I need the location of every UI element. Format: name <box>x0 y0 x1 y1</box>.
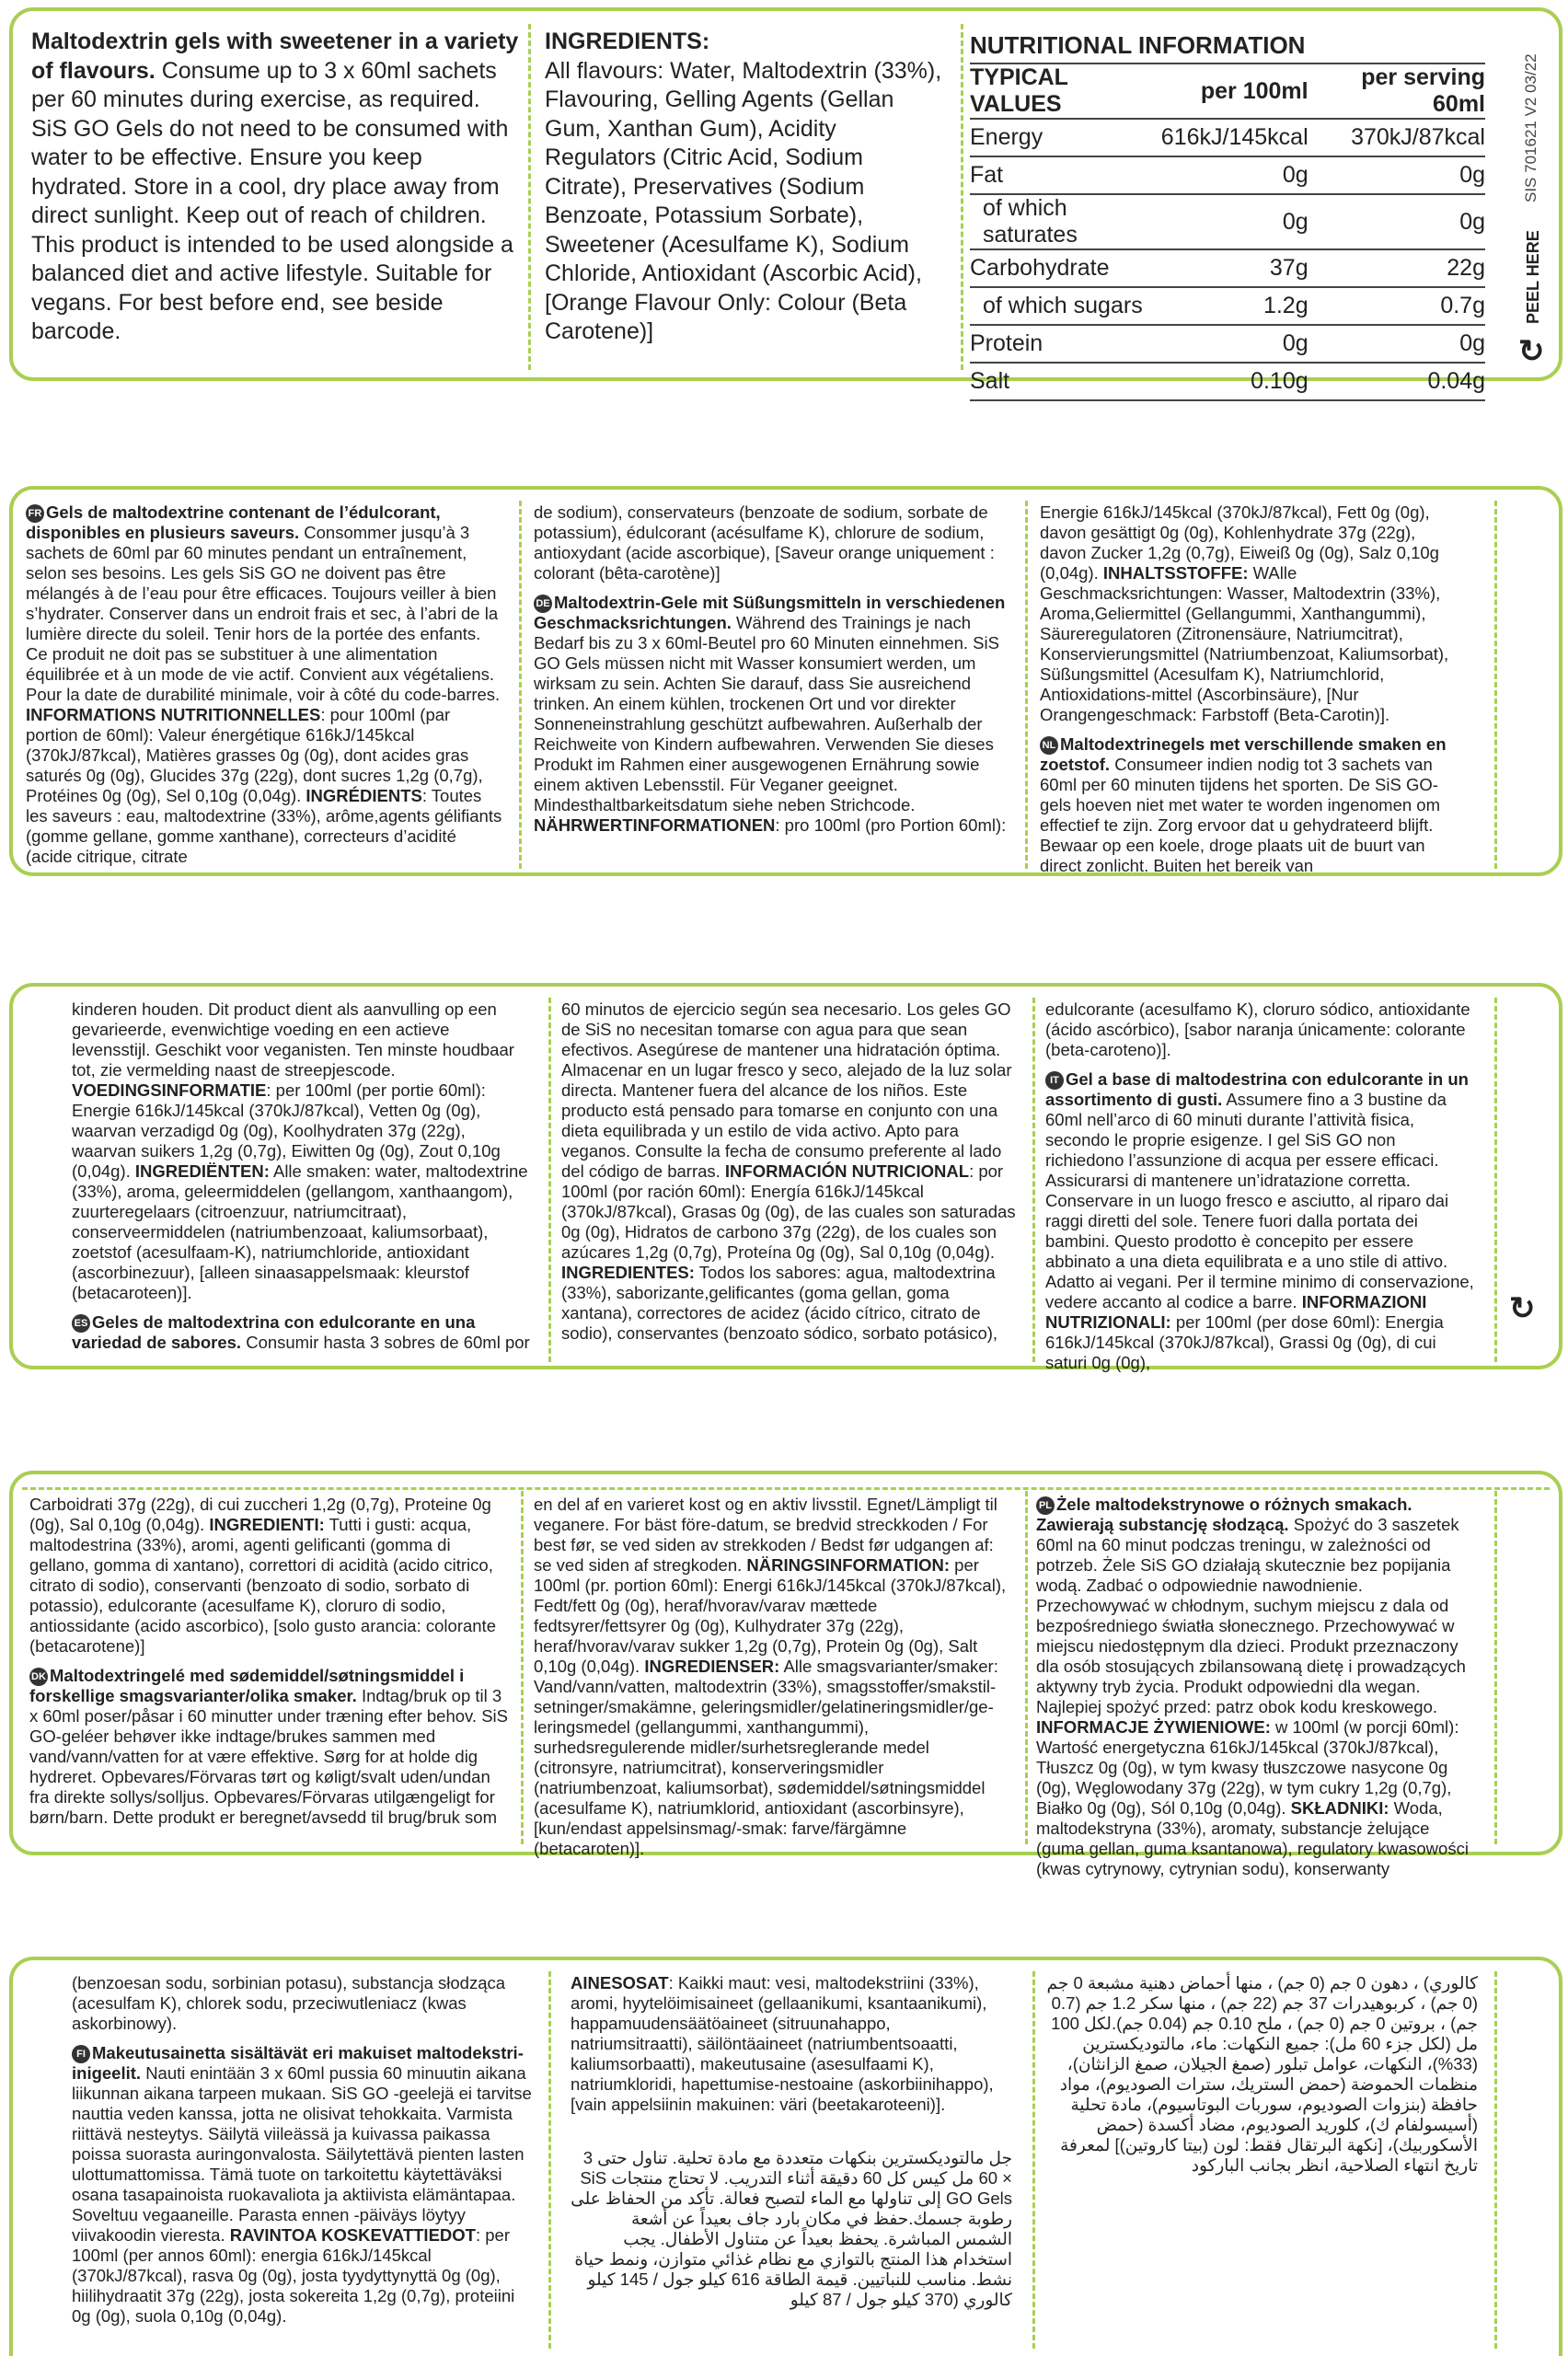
fr-flag-icon: FR <box>26 504 44 523</box>
row-value: 0g <box>1161 156 1309 194</box>
es-info-title: INFORMACIÓN NUTRICIONAL <box>724 1161 970 1181</box>
row-value: 0g <box>1161 325 1309 363</box>
nordic-ingredients-title: INGREDIENSER: <box>644 1657 780 1676</box>
de-ingredients-title: INHALTSSTOFFE: <box>1102 563 1249 583</box>
english-directions-text: Consume up to 3 x 60ml sachets per 60 minutes during exercise, as required. SiS GO Gels do not need to be consumed with water to be effective. Ensure you keep hydrated. Store in a cool, dry place away from direct sunlight. Keep out of reach of children. This product is intended to be used alongside a balanced diet and active lifestyle. Suitable for vegans. For best before end, see beside barcode. <box>31 57 513 344</box>
divider <box>548 1971 551 2349</box>
label-panel-4 <box>9 1471 1562 1879</box>
batch-code: SIS 701621 V2 03/22 <box>1522 53 1539 202</box>
text-column-2 <box>571 1973 1012 2350</box>
pl-ingredients: Woda, maltodekstryna (33%), aromaty, substancje żelujące (guma gellan, guma ksantanowa), regulatory kwasowości (kwas cytrynowy, cytrynian sodu), konserwanty <box>1036 1798 1469 1879</box>
it-ingredients: Tutti i gusti: acqua, maltodestrina (33%), aromi, agenti gelificanti (gomma di gellano, gomma di xantano), correttori di acidità (acido citrico, citrato di sodio), conservanti (benzoato di sodio, sorbato di potassio), edulcorante (acesulfame K), cloruro di sodio, antiossidante (acido ascorbico), [solo gusto arancia: colorante (betacarotene)] <box>29 1515 496 1656</box>
nutrition-table-column <box>970 31 1485 401</box>
fr-info: : pour 100ml (par portion de 60ml): Valeur énergétique 616kJ/145kcal (370kJ/87kcal), Matières grasses 0g (0g), dont acides gras saturés 0g (0g), Glucides 37g (22g), dont sucres 1,2g (0,7g), Protéines 0g (0g), Sel 0,10g (0,04g). <box>26 705 483 806</box>
it-text: Assumere fino a 3 bustine da 60ml nell’arco di 60 minuti durante l’attività fisica, secondo le proprie esigenze. I gel SiS GO non richiedono l’assunzione di acqua per essere efficaci. Assicurarsi di mantenere un’idratazione corretta. Conservare in un luogo fresco e asciutto, al riparo dai raggi diretti del sole. Tenere fuori dalla portata dei bambini. Questo prodotto è concepito per essere abbinato a una dieta equilibrata e a uno stile di attivo. Adatto ai vegani. Per il termine minimo di conservazione, vedere accanto al codice a barre. <box>1045 1090 1474 1312</box>
de-info: : pro 100ml (pro Portion 60ml): <box>775 815 1007 836</box>
pl-text: Spożyć do 3 saszetek 60ml na 60 minut podczas treningu, w zależności od potrzeb. Żele SiS GO działają skutecznie bez popijania wodą. Zadbać o odpowiednie nawodnienie. Przechowywać w chłodnym, suchym miejscu z dala od bezpośredniego światła słonecznego. Przechowywać w miejscu niedostępnym dla dzieci. Produkt przeznaczony dla osób stosujących zbilansowaną dietę i prowadzących aktywny tryb życia. Produkt odpowiedni dla wegan. Najlepiej spożyć przed: patrz obok kodu kreskowego. <box>1036 1515 1466 1717</box>
english-directions-title: Maltodextrin gels with sweetener in a variety of flavours. <box>31 29 519 84</box>
row-value: 0g <box>1309 194 1485 249</box>
de-text: Während des Trainings je nach Bedarf bis zu 3 x 60ml-Beutel pro 60 Minuten einnehmen. SiS GO Gels müssen nicht mit Wasser konsumiert werden, um wirksam zu sein. Achten Sie darauf, dass Sie ausreichend trinken. An einem kühlen, trockenen Ort und vor direkter Sonneneinstrahlung geschützt aufbewahren. Außerhalb der Reichweite von Kindern aufbewahren. Verwenden Sie dieses Produkt im Rahmen einer ausgewogenen Ernährung sowie einem aktiven Lebensstil. Für Veganer geeignet. Mindesthaltbarkeitsdatum siehe neben Strichcode. <box>534 613 999 815</box>
es-text-cont: 60 minutos de ejercicio según sea necesario. Los geles GO de SiS no necesitan tomarse con agua para que sean efectivos. Asegúrese de mantener una hidratación óptima. Almacenar en un lugar fresco y seco, alejado de la luz solar directa. Mantener fuera del alcance de los niños. Este producto está pensado para tomarse en conjunto con una dieta equilibrada y un estilo de vida activo. Apto para veganos. Consulte la fecha de consumo preferente al lado del código de barras. <box>561 999 1012 1181</box>
row-label: Energy <box>970 119 1161 156</box>
row-label: Fat <box>970 156 1161 194</box>
peel-arrow-icon[interactable]: ↻ <box>1509 1291 1536 1326</box>
text-column-2 <box>534 1495 1012 1858</box>
it-flag-icon: IT <box>1045 1071 1064 1090</box>
divider <box>1494 1491 1497 1844</box>
text-column-3 <box>1045 999 1478 1373</box>
row-value: 37g <box>1161 249 1309 287</box>
row-value: 370kJ/87kcal <box>1309 119 1485 156</box>
it-text-cont: Carboidrati 37g (22g), di cui zuccheri 1,2g (0,7g), Proteine 0g (0g), Sal 0,10g (0,04g). <box>29 1495 491 1534</box>
nordic-text: Indtag/bruk op til 3 x 60ml poser/påsar i 60 minutter under træning efter behov. SiS GO-geléer behøver ikke indtage/brukes sammen med vand/vann/vatten for at være effektive. Sørg for at holde dig hydreret. Opbevares/Förvaras tørt og køligt/svalt uden/undan fra direkte sollys/solljus. Opbevares/Förvaras utilgængeligt for børn/barn. Dette produkt er beregnet/avsedd til brug/bruk som <box>29 1686 508 1828</box>
row-label: Protein <box>970 325 1161 363</box>
pl-info-title: INFORMACJE ŻYWIENIOWE: <box>1036 1717 1271 1738</box>
label-panel-5 <box>9 1957 1562 2356</box>
nordic-text-cont: en del af en varieret kost og en aktiv livsstil. Egnet/Lämpligt til veganere. For bäst före-datum, se bredvid streckkoden / For best før, se ved siden av strekkoden / Bedst før udgangen af: se ved siden af stregkoden. <box>534 1495 997 1575</box>
nordic-info: per 100ml (pr. portion 60ml): Energi 616kJ/145kcal (370kJ/87kcal), Fedt/fett 0g (0g), heraf/hvorav/varav mættede fedtsyrer/fettsyrer 0g (0g), Kulhydrater 37g (22g), heraf/hvorav/varav sukker 1,2g (0,7g), Protein 0g (0g), Salt 0,10g (0,04g). <box>534 1555 1007 1676</box>
it-ingredients-title: INGREDIENTI: <box>209 1515 325 1534</box>
row-value: 1.2g <box>1161 287 1309 325</box>
text-column-1 <box>29 1495 508 1844</box>
pl-ingredients-cont: (benzoesan sodu, sorbinian potasu), substancja słodząca (acesulfam K), chlorek sodu, przeciwutleniacz (kwas askorbinowy). <box>72 1973 506 2033</box>
top-divider <box>22 1487 1550 1490</box>
text-column-2 <box>561 999 1021 1364</box>
fi-info-title: RAVINTOA KOSKEVATTIEDOT <box>229 2225 476 2246</box>
it-info-title: INFORMAZIONI NUTRIZIONALI: <box>1045 1292 1427 1333</box>
fr-text: Consommer jusqu’à 3 sachets de 60ml par 60 minutes pendant un entraînement, selon ses besoins. Les gels SiS GO ne doivent pas être mélangés à de l’eau pour être efficaces. Toujours veiller à bien s’hydrater. Conserver dans un endroit frais et sec, à l’abri de la lumière directe du soleil. Tenir hors de la portée des enfants. Ce produit ne doit pas se substituer à une alimentation équilibrée et à un mode de vie actif. Convient aux végétaliens. Pour la date de durabilité minimale, voir à côté du code-barres. <box>26 523 501 705</box>
es-text: Consumir hasta 3 sobres de 60ml por <box>246 1333 530 1353</box>
divider <box>1494 501 1497 869</box>
english-directions-column <box>31 28 519 347</box>
nordic-title: Maltodextringelé med sødemiddel/søtningsmiddel i forskellige smagsvarianter/olika smaker. <box>29 1666 465 1706</box>
pl-flag-icon: PL <box>1036 1496 1055 1515</box>
nl-text-cont: kinderen houden. Dit product dient als aanvulling op een gevarieerde, evenwichtige voeding en een actieve levensstijl. Geschikt voor veganisten. Ten minste houdbaar tot, zie vermelding naast de streepjescode. <box>72 999 514 1080</box>
nutrition-title: NUTRITIONAL INFORMATION <box>970 31 1485 64</box>
nl-info-title: VOEDINGSINFORMATIE <box>72 1080 267 1100</box>
nl-ingredients: Alle smaken: water, maltodextrine (33%), aroma, geleermiddelen (gellangom, xanthaangom), zuurteregelaars (citroenzuur, natriumcitraat), conserveermiddelen (natriumbenzoaat, kaliumsorbaat), zoetstof (acesulfaam-K), natriumchloride, antioxidant (ascorbinezuur), [alleen sinaasappelsmaak: kleurstof (betacaroteen)]. <box>72 1161 528 1302</box>
text-column-3 <box>1036 1495 1469 1879</box>
fi-ingredients: : Kaikki maut: vesi, maltodekstriini (33%), aromi, hyytelöimisaineet (gellaanikumi, ksantaanikumi), happamuudensäätöaineet (sitruunahappo, natriumsitraatti), säilöntäaineet (natriumbentsoaatti, kaliumsorbaatti), makeutusaine (asesulfaami K), natriumkloridi, hapettumise-nestoaine (askorbiinihappo), [vain appelsiinin makuinen: väri (beetakaroteeni)]. <box>571 1973 994 2114</box>
text-column-3 <box>1040 502 1463 876</box>
fr-ingredients-cont: de sodium), conservateurs (benzoate de sodium, sorbate de potassium), édulcorant (acésulfame K), chlorure de sodium, antioxydant (acide ascorbique), [Saveur orange uniquement : colorant (bêta-carotène)] <box>534 502 995 583</box>
divider <box>521 1491 524 1844</box>
row-value: 0.7g <box>1309 287 1485 325</box>
row-value: 616kJ/145kcal <box>1161 119 1309 156</box>
divider <box>1025 1491 1028 1844</box>
de-ingredients: WAlle Geschmacksrichtungen: Wasser, Maltodextrin (33%), Aroma,Geliermittel (Gellangummi, Xanthangummi), Säureregulatoren (Zitronensäure, Natriumcitrat), Konservierungsmittel (Natriumbenzoat, Kaliumsorbat), Süßungsmittel (Acesulfam K), Natriumchlorid, Antioxidations-mittel (Ascorbinsäure), [Nur Orangengeschmack: Farbstoff (Beta-Carotin)]. <box>1040 563 1449 724</box>
nutrition-row <box>970 119 1485 156</box>
fi-text: Nauti enintään 3 x 60ml pussia 60 minuutin aikana liikunnan aikana tarpeen mukaan. SiS GO -geelejä ei tarvitse nauttia veden kanssa, jotta ne olisivat tehokkaita. Varmista riittävä nesteytys. Säilytä viileässä ja kuivassa paikassa poissa suorasta auringonvalosta. Säilytettävä pienten lasten ulottumattomissa. Tämä tuote on tarkoitettu käytettäväksi osana tasapainoista ruokavaliota ja aktiivista elämäntapaa. Soveltuu vegaaneille. Parasta ennen -päiväys löytyy viivakoodin vieresta. <box>72 2063 532 2246</box>
row-label: Carbohydrate <box>970 249 1161 287</box>
english-label-panel <box>9 7 1562 394</box>
nutrition-table <box>970 64 1485 401</box>
row-value: 0g <box>1309 156 1485 194</box>
per-serving-header: per serving 60ml <box>1309 64 1485 119</box>
es-ingredients-cont: edulcorante (acesulfamo K), cloruro sódico, antioxidante (ácido ascórbico), [sabor naranja únicamente: colorante (beta-caroteno)]. <box>1045 999 1470 1059</box>
nl-info: : per 100ml (per portie 60ml): Energie 616kJ/145kcal (370kJ/87kcal), Vetten 0g (0g), waarvan verzadigd 0g (0g), Koolhydraten 37g (22g), waarvan suikers 1,2g (0,7g), Eiwitten 0g (0g), Zout 0,10g (0,04g). <box>72 1080 501 1181</box>
pl-info: w 100ml (w porcji 60ml): Wartość energetyczna 616kJ/145kcal (370kJ/87kcal), Tłuszcz 0g (0g), w tym kwasy tłuszczowe nasycone 0g (0g), Węglowodany 37g (22g), w tym cukry 1,2g (0,7g), Białko 0g (0g), Sól 0,10g (0,04g). <box>1036 1717 1459 1819</box>
nl-title: Maltodextrinegels met verschillende smaken en zoetstof. <box>1040 734 1447 775</box>
row-label: of which saturates <box>970 194 1161 249</box>
dk-flag-icon: DK <box>29 1668 48 1686</box>
it-title: Gel a base di maltodestrina con edulcorante in un assortimento di gusti. <box>1045 1069 1469 1110</box>
divider <box>961 24 963 370</box>
it-info: per 100ml (per dose 60ml): Energia 616kJ/145kcal (370kJ/87kcal), Grassi 0g (0g), di cui saturi 0g (0g), <box>1045 1312 1444 1373</box>
pl-title: Żele maltodekstrynowe o różnych smakach. Zawierają substancję słodzącą. <box>1036 1495 1412 1535</box>
english-ingredients-column <box>545 28 950 347</box>
row-value: 0.04g <box>1309 363 1485 400</box>
row-value: 0g <box>1309 325 1485 363</box>
nordic-ingredients: Alle smagsvarianter/smaker: Vand/vann/vatten, maltodextrin (33%), smagsstoffer/smakstil-setninger/smakämne, geleringsmidler/gelatineringsmidler/ge-leringsmedel (gellangummi, xanthangummi), surhedsregulerende midler/surhetsreglerande medel (citronsyre, natriumcitrat), konserveringsmidler (natriumbenzoat, kaliumsorbat), sødemiddel/søtningsmiddel (acesulfame K), natriumklorid, antioxidant (ascorbinsyre), [kun/endast appelsinsmag/-smak: farve/färgämne (betacaroten)]. <box>534 1657 998 1858</box>
nutrition-row <box>970 156 1485 194</box>
nl-ingredients-title: INGREDIËNTEN: <box>134 1161 270 1181</box>
pl-ingredients-title: SKŁADNIKI: <box>1290 1798 1389 1819</box>
divider <box>1494 1971 1497 2349</box>
divider <box>1032 1971 1035 2349</box>
ar-ingredients: كالوري) ، دهون 0 جم (0 جم) ، منها أحماض دهنية مشبعة 0 جم (0 جم) ، كربوهيدرات 37 جم (22 جم) ، منها سكر 1.2 جم (0.7 جم) ، بروتين 0 جم (0 جم) ، ملح 0.10 جم (0.04 جم).لكل 100 مل (لكل جزء 60 مل): جميع النكهات: ماء، مالتوديكسترين (33%)، النكهات، عوامل تبلور (صمغ الجيلان، صمغ الزانثان)، منظمات الحموضة (حمض الستريك، سترات الصوديوم)، مواد حافظة (بنزوات الصوديوم، سوربات البوتاسيوم)، مادة تحلية (أسيسولفام ك)، كلوريد الصوديوم، مضاد أكسدة (حمض الأسكوربيك)، [نكهة البرتقال فقط: لون (بيتا كاروتين)] لمعرفة تاريخ انتهاء الصلاحية، انظر بجانب الباركود <box>1046 1973 1478 2175</box>
fi-title: Makeutusainetta sisältävät eri makuiset maltodekstri-inigeelit. <box>72 2043 524 2084</box>
de-title: Maltodextrin-Gele mit Süßungsmitteln in verschiedenen Geschmacksrichtungen. <box>534 593 1006 633</box>
row-value: 22g <box>1309 249 1485 287</box>
nutrition-row <box>970 363 1485 400</box>
row-value: 0g <box>1161 194 1309 249</box>
fr-ingredients-title: INGRÉDIENTS <box>306 786 422 806</box>
divider <box>1025 501 1028 869</box>
fr-title: Gels de maltodextrine contenant de l’édulcorant, disponibles en plusieurs saveurs. <box>26 502 441 543</box>
nl-text: Consumeer indien nodig tot 3 sachets van 60ml per 60 minuten tijdens het sporten. De SiS GO-gels hoeven niet met water te worden ingenomen om effectief te zijn. Zorg ervoor dat u gehydrateerd blijft. Bewaar op een koele, droge plaats uit de buurt van direct zonlicht. Buiten het bereik van <box>1040 755 1441 876</box>
typical-values-label: TYPICAL VALUES <box>970 64 1161 119</box>
es-info: : por 100ml (por ración 60ml): Energía 616kJ/145kcal (370kJ/87kcal), Grasas 0g (0g), de las cuales son saturadas 0g (0g), Hidratos de carbono 37g (22g), de los cuales son azúcares 1,2g (0,7g), Proteína 0g (0g), Sal 0,10g (0,04g). <box>561 1161 1016 1262</box>
divider <box>1494 998 1497 1362</box>
es-ingredients: Todos los sabores: agua, maltodextrina (33%), saborizante,gelificantes (goma gellan, goma xantana), correctores de acidez (ácido cítrico, citrato de sodio), conservantes (benzoato sódico, sorbato potásico), <box>561 1263 998 1343</box>
per-100ml-header: per 100ml <box>1161 64 1309 119</box>
fr-info-title: INFORMATIONS NUTRITIONNELLES <box>26 705 321 725</box>
de-flag-icon: DE <box>534 595 552 613</box>
fi-ingredients-title: AINESOSAT <box>571 1973 669 1992</box>
nutrition-row <box>970 194 1485 249</box>
ar-text: جل مالتوديكسترين بنكهات متعددة مع مادة تحلية. تناول حتى 3 × 60 مل كيس كل 60 دقيقة أثناء التدريب. لا تحتاج منتجات SiS GO Gels إلى تناولها مع الماء لتصبح فعالة. تأكد من الحفاظ على رطوبة جسمك.حفظ في مكان بارد جاف بعيداً عن أشعة الشمس المباشرة. يحفظ بعيداً عن متناول الأطفال. يجب استخدام هذا المنتج بالتوازي مع نظام غذائي متوازن، ونمط حياة نشط. مناسب للنباتيين. قيمة الطاقة 616 كيلو جول / 145 كيلو كالوري (370 كيلو جول / 87 كيلو <box>571 2148 1012 2309</box>
divider <box>1032 998 1035 1362</box>
row-value: 0.10g <box>1161 363 1309 400</box>
text-column-3 <box>1045 1973 1478 2350</box>
label-panel-3 <box>9 983 1562 1373</box>
es-flag-icon: ES <box>72 1314 90 1333</box>
ingredients-text: All flavours: Water, Maltodextrin (33%), Flavouring, Gelling Agents (Gellan Gum, Xanthan Gum), Acidity Regulators (Citric Acid, Sodium Citrate), Preservatives (Sodium Benzoate, Potassium Sorbate), Sweetener (Acesulfame K), Sodium Chloride, Antioxidant (Ascorbic Acid), [Orange Flavour Only: Colour (Beta Carotene)] <box>545 57 942 344</box>
label-panel-2 <box>9 486 1562 876</box>
peel-here-label[interactable]: PEEL HERE <box>1524 230 1542 324</box>
fr-ingredients: : Toutes les saveurs : eau, maltodextrine (33%), arôme,agents gélifiants (gomme gellane, gomme xanthane), correcteurs d’acidité (acide citrique, citrate <box>26 786 502 867</box>
nordic-info-title: NÄRINGSINFORMATION: <box>746 1555 951 1575</box>
nl-flag-icon: NL <box>1040 736 1058 755</box>
de-info-cont: Energie 616kJ/145kcal (370kJ/87kcal), Fett 0g (0g), davon gesättigt 0g (0g), Kohlenhydrate 37g (22g), davon Zucker 1,2g (0,7g), Eiweiß 0g (0g), Salz 0,10g (0,04g). <box>1040 502 1439 583</box>
fi-info: : per 100ml (per annos 60ml): energia 616kJ/145kcal (370kJ/87kcal), rasva 0g (0g), josta tyydyttynyttä 0g (0g), hiilihydraatit 37g (22g), josta sokereita 1,2g (0,7g), proteiini 0g (0g), suola 0,10g (0,04g). <box>72 2225 515 2327</box>
nutrition-row <box>970 249 1485 287</box>
ingredients-title: INGREDIENTS: <box>545 29 710 54</box>
fi-flag-icon: FI <box>72 2045 90 2063</box>
row-label: Salt <box>970 363 1161 400</box>
peel-arrow-icon[interactable]: ↻ <box>1518 334 1545 369</box>
nutrition-row <box>970 287 1485 325</box>
text-column-1 <box>72 999 532 1364</box>
text-column-2 <box>534 502 1012 871</box>
de-info-title: NÄHRWERTINFORMATIONEN <box>534 815 776 836</box>
text-column-1 <box>72 1973 532 2350</box>
nutrition-row <box>970 325 1485 363</box>
divider <box>548 998 551 1362</box>
nutrition-header-row <box>970 64 1485 119</box>
divider <box>528 24 531 370</box>
row-label: of which sugars <box>970 287 1161 325</box>
text-column-1 <box>26 502 504 871</box>
es-title: Geles de maltodextrina con edulcorante en una variedad de sabores. <box>72 1312 476 1353</box>
divider <box>519 501 522 869</box>
es-ingredients-title: INGREDIENTES: <box>561 1263 695 1282</box>
